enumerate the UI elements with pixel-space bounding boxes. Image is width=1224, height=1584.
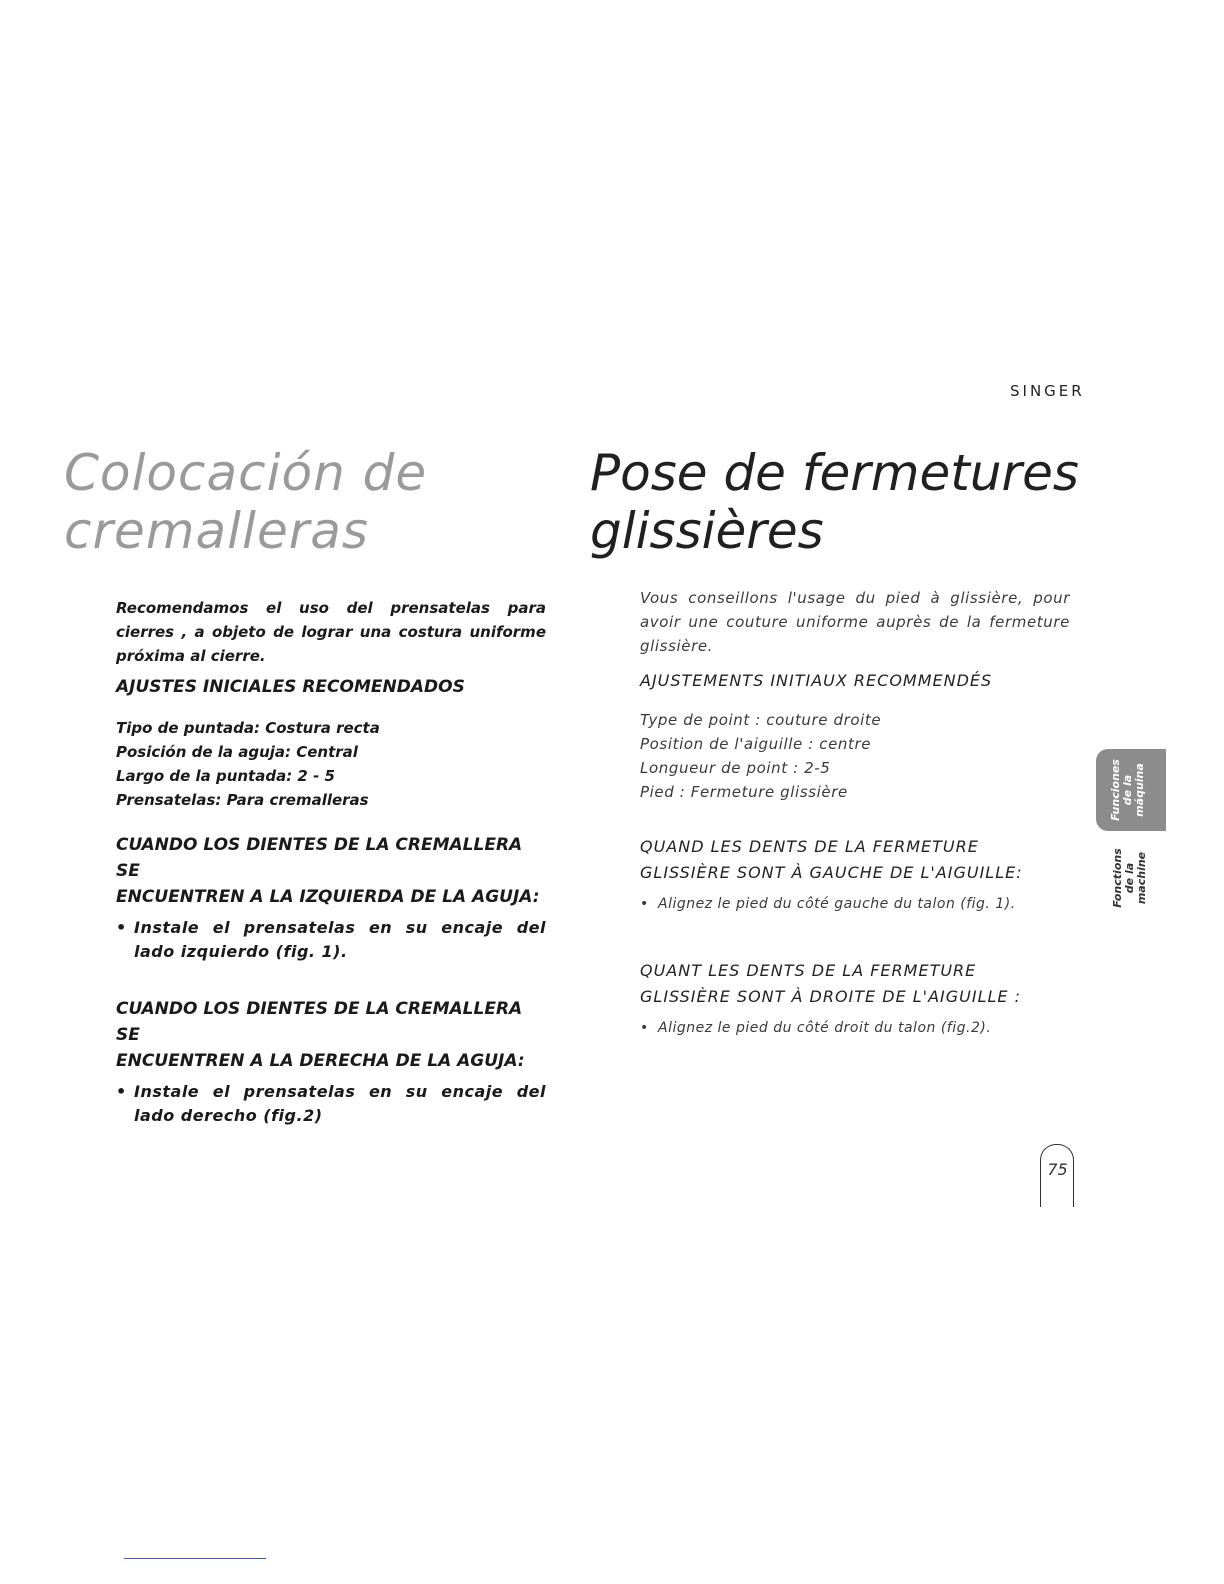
brand-logo: SINGER xyxy=(1010,382,1085,400)
spanish-left-bullet-text: Instale el prensatelas en su encaje del lado izquierdo (fig. 1). xyxy=(134,918,546,961)
french-right-heading-line2: GLISSIÈRE SONT À DROITE DE L'AIGUILLE : xyxy=(640,987,1021,1006)
spanish-setting-item: Posición de la aguja: Central xyxy=(116,743,358,761)
french-right-bullet-text: Alignez le pied du côté droit du talon (fig.2). xyxy=(658,1020,992,1036)
french-right-bullet xyxy=(640,1016,1070,1040)
side-label-line2: de la machine xyxy=(1123,851,1148,905)
french-left-bullet-text: Alignez le pied du côté gauche du talon (fig. 1). xyxy=(658,896,1016,912)
french-title-line1: Pose de fermetures xyxy=(590,444,1079,502)
spanish-intro: Recomendamos el uso del prensatelas para cierres , a objeto de lograr una costura uniforme próxima al cierre. xyxy=(116,599,546,665)
bullet-icon: • xyxy=(116,918,127,937)
spanish-column xyxy=(116,596,546,1128)
french-column xyxy=(640,586,1070,1040)
french-setting-item: Type de point : couture droite xyxy=(640,711,882,729)
bullet-icon: • xyxy=(116,1082,127,1101)
page-number: 75 xyxy=(1047,1160,1068,1179)
spanish-setting-item: Largo de la puntada: 2 - 5 xyxy=(116,767,335,785)
spanish-left-heading-line2: ENCUENTREN A LA IZQUIERDA DE LA AGUJA: xyxy=(116,887,540,907)
spanish-settings-list xyxy=(116,716,546,812)
spanish-right-heading-line2: ENCUENTREN A LA DERECHA DE LA AGUJA: xyxy=(116,1051,525,1071)
french-intro: Vous conseillons l'usage du pied à glissière, pour avoir une couture uniforme auprès de la fermeture glissière. xyxy=(640,589,1070,655)
french-left-heading-line1: QUAND LES DENTS DE LA FERMETURE xyxy=(640,837,979,856)
spanish-setting-item: Tipo de puntada: Costura recta xyxy=(116,719,380,737)
french-right-heading-line1: QUANT LES DENTS DE LA FERMETURE xyxy=(640,961,977,980)
french-title xyxy=(590,444,1079,560)
french-left-heading-line2: GLISSIÈRE SONT À GAUCHE DE L'AIGUILLE: xyxy=(640,863,1023,882)
section-tab xyxy=(1096,749,1166,831)
spanish-setting-item: Prensatelas: Para cremalleras xyxy=(116,791,369,809)
spanish-title-line1: Colocación de xyxy=(64,444,428,502)
spanish-left-bullet xyxy=(116,916,546,964)
french-title-line2: glissières xyxy=(590,502,824,560)
french-left-heading xyxy=(640,834,1070,886)
french-left-bullet xyxy=(640,892,1070,916)
footer-rule xyxy=(124,1558,266,1559)
spanish-title xyxy=(64,444,427,560)
spanish-right-heading xyxy=(116,996,546,1074)
bullet-icon: • xyxy=(640,1020,649,1036)
spanish-right-bullet xyxy=(116,1080,546,1128)
bullet-icon: • xyxy=(640,896,649,912)
section-tab-label xyxy=(1096,749,1166,831)
french-right-heading xyxy=(640,958,1070,1010)
section-tab-line1: Funciones xyxy=(1109,759,1122,821)
french-setting-item: Longueur de point : 2-5 xyxy=(640,759,831,777)
spanish-settings-heading: AJUSTES INICIALES RECOMENDADOS xyxy=(116,677,465,697)
french-setting-item: Pied : Fermeture glissière xyxy=(640,783,848,801)
side-label-line1: Fonctions xyxy=(1111,848,1124,908)
spanish-right-bullet-text: Instale el prensatelas en su encaje del lado derecho (fig.2) xyxy=(134,1082,546,1125)
side-section-label xyxy=(1112,838,1146,918)
french-settings-heading: AJUSTEMENTS INITIAUX RECOMMENDÉS xyxy=(640,671,993,690)
section-tab-line2: de la máquina xyxy=(1121,763,1146,817)
french-setting-item: Position de l'aiguille : centre xyxy=(640,735,872,753)
spanish-left-heading xyxy=(116,832,546,910)
spanish-left-heading-line1: CUANDO LOS DIENTES DE LA CREMALLERA SE xyxy=(116,835,523,881)
spanish-right-heading-line1: CUANDO LOS DIENTES DE LA CREMALLERA SE xyxy=(116,999,523,1045)
french-settings-list xyxy=(640,708,1070,804)
spanish-title-line2: cremalleras xyxy=(64,502,369,560)
